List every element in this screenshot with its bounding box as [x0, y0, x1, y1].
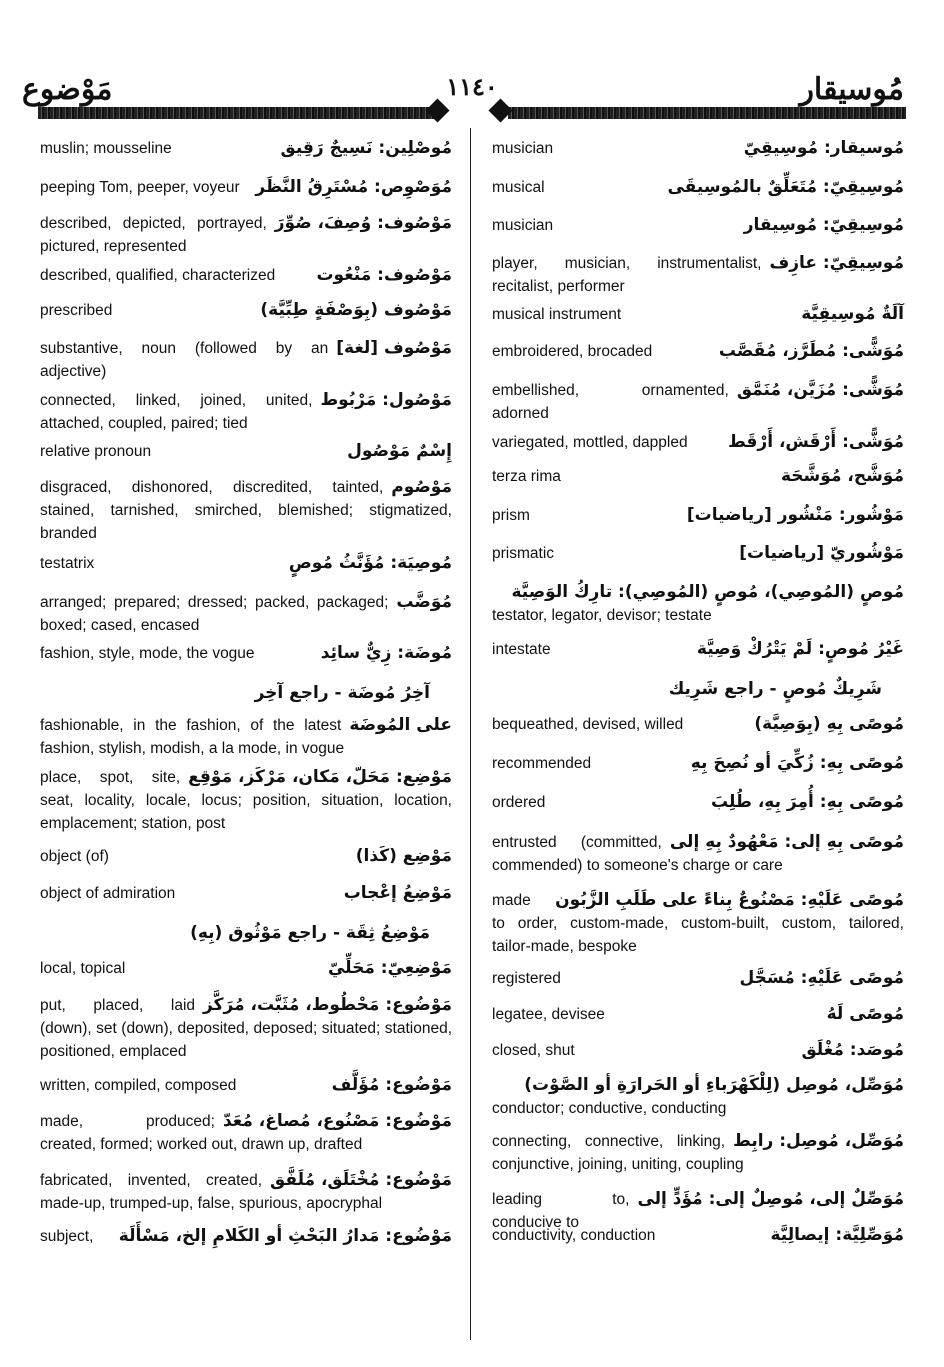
entry-english: disgraced, dishonored, discredited, tainted, stained, tarnished, smirched, blemished; stigmatized, branded [40, 479, 452, 542]
entry-arabic: مُوسِيقِيّ: مُتَعَلِّقٌ بالمُوسِيقَى [667, 177, 904, 197]
dictionary-entry [40, 882, 452, 905]
entry-english: registered [492, 970, 561, 987]
dictionary-entry [492, 889, 904, 958]
dictionary-entry [492, 1039, 904, 1062]
entry-arabic: غَيْرُ مُوصٍ: لَمْ يَتْرُكْ وَصِيَّة [696, 639, 904, 659]
entry-english: prismatic [492, 545, 555, 562]
dictionary-entry [40, 714, 452, 760]
dictionary-entry [492, 1003, 904, 1026]
entry-arabic: مُوَصِّلِيَّة: إيصالِيَّة [770, 1225, 904, 1245]
dictionary-entry [40, 299, 452, 322]
entry-english: local, topical [40, 960, 126, 977]
entry-english: object of admiration [40, 885, 176, 902]
entry-arabic: مَوْشُور: مَنْشُور [رياضيات] [686, 505, 904, 525]
dictionary-entry [492, 252, 904, 298]
entry-english: entrusted (committed, commended) to someone's charge or care [492, 834, 783, 874]
dictionary-entry [40, 337, 452, 383]
entry-arabic: مَوْصُول: مَرْبُوط [320, 390, 452, 410]
dictionary-entry [40, 1110, 452, 1156]
entry-arabic: مَوْضِعُ إعْجاب [343, 883, 452, 903]
entry-english: muslin; mousseline [40, 140, 172, 157]
entry-english: put, placed, laid (down), set (down), deposited, deposed; situated; stationed, positioned, emplaced [40, 997, 452, 1060]
entry-english: connecting, connective, linking, conjunctive, joining, uniting, coupling [492, 1133, 744, 1173]
dictionary-entry [492, 465, 904, 488]
dictionary-entry [40, 476, 452, 545]
entry-arabic: مُوصًى بِهِ: زُكِّيَ أو نُصِحَ بِهِ [690, 753, 904, 773]
entry-english: player, musician, instrumentalist, recitalist, performer [492, 255, 762, 295]
entry-english: substantive, noun (followed by an adjective) [40, 340, 329, 380]
entry-english: written, compiled, composed [40, 1077, 237, 1094]
dictionary-entry [40, 552, 452, 575]
dictionary-entry [492, 137, 904, 160]
entry-arabic: مُوصًى عَلَيْهِ: مُسَجَّل [739, 968, 904, 988]
entry-english: intestate [492, 641, 551, 658]
entry-english: musician [492, 217, 554, 234]
entry-arabic: مُوصًى بِهِ إلى: مَعْهُودٌ بِهِ إلى [669, 832, 904, 852]
entry-arabic: مُوسيقار: مُوسِيقِيّ [743, 138, 904, 158]
dictionary-entry [492, 214, 904, 237]
entry-english: prism [492, 507, 530, 524]
column-divider [470, 128, 471, 1340]
dictionary-entry [492, 713, 904, 736]
header-rule-left [38, 107, 436, 119]
entry-english: prescribed [40, 302, 113, 319]
entry-arabic: مُوصًى لَهُ [826, 1004, 904, 1024]
dictionary-entry [492, 542, 904, 565]
dictionary-entry [40, 642, 452, 665]
dictionary-entry [40, 1225, 452, 1248]
entry-arabic: مَوْصُوم [391, 477, 452, 497]
entry-arabic: مُوصْلِين: نَسِيجٌ رَقِيق [280, 138, 452, 158]
dictionary-entry [40, 845, 452, 868]
dictionary-entry [40, 680, 452, 706]
dictionary-entry [492, 791, 904, 814]
entry-arabic: مَوْضُوع: مُؤَلَّف [331, 1075, 452, 1095]
entry-arabic: مَوْضُوع: مَصْنُوع، مُصاغ، مُعَدّ [222, 1111, 452, 1131]
dictionary-entry [492, 1074, 904, 1120]
entry-arabic: شَرِيكٌ مُوصٍ - راجع شَرِيك [668, 679, 882, 699]
entry-english: bequeathed, devised, willed [492, 716, 684, 733]
entry-english: conductivity, conduction [492, 1227, 656, 1244]
entry-english: legatee, devisee [492, 1006, 605, 1023]
entry-arabic: مَوْضُوع: مُخْتَلَق، مُلَفَّق [270, 1170, 452, 1190]
entry-arabic: مُوَشًّى: مُطَرَّز، مُقَصَّب [718, 341, 904, 361]
dictionary-entry [40, 766, 452, 835]
dictionary-entry [492, 752, 904, 775]
page-number: ١١٤٠ [446, 72, 498, 101]
entry-arabic: مُوَشًّى: أَرْقَش، أَرْقَط [728, 432, 904, 452]
entry-arabic: مُوسِيقِيّ: عازِف [769, 253, 904, 273]
entry-english: place, spot, site, seat, locality, locale, locus; position, situation, location, emplacement; station, post [40, 769, 452, 832]
dictionary-entry [492, 638, 904, 661]
entry-arabic: على المُوضَة [349, 715, 452, 735]
dictionary-entry [40, 212, 452, 258]
dictionary-entry [492, 176, 904, 199]
dictionary-entry [492, 581, 904, 627]
entry-english: variegated, mottled, dappled [492, 434, 688, 451]
dictionary-entry [40, 440, 452, 463]
entry-arabic: إِسْمٌ مَوْصُول [347, 441, 452, 461]
entry-english: testator, legator, devisor; testate [492, 607, 712, 624]
entry-arabic: مُوصًى بِهِ (بِوَصِيَّة) [754, 714, 904, 734]
entry-english: arranged; prepared; dressed; packed, packaged; boxed; cased, encased [40, 594, 389, 634]
entry-english: fashion, style, mode, the vogue [40, 645, 255, 662]
dictionary-entry [40, 264, 452, 287]
dictionary-entry [40, 591, 452, 637]
entry-arabic: مُوصًى عَلَيْهِ: مَصْنُوعٌ بِناءً على طَلَبِ الزَّبُون [555, 890, 904, 910]
entry-arabic: مَوْضُوع: مَحْطُوط، مُثَبَّت، مُرَكَّز [203, 995, 452, 1015]
entry-arabic: مُوَصْوِص: مُسْتَرِقُ النَّظَر [255, 177, 452, 197]
entry-english: embellished, ornamented, adorned [492, 382, 729, 422]
header-rule-right [508, 107, 906, 119]
entry-english: testatrix [40, 555, 95, 572]
entry-english: fashionable, in the fashion, of the latest fashion, stylish, modish, a la mode, in vogue [40, 717, 345, 757]
dictionary-entry [40, 1074, 452, 1097]
entry-arabic: مُوصِيَة: مُؤَنَّثُ مُوصٍ [288, 553, 452, 573]
header-headword-right: مُوسيقار [799, 72, 904, 107]
header-headword-left: مَوْضوع [22, 72, 113, 107]
dictionary-entry [40, 137, 452, 160]
entry-arabic: مُوَشًّى: مُزَيَّن، مُنَمَّق [736, 380, 904, 400]
entry-arabic: مُوضَة: زِيٌّ سائِد [320, 643, 452, 663]
dictionary-entry [40, 1169, 452, 1215]
entry-english: musical [492, 179, 545, 196]
entry-english: musical instrument [492, 306, 622, 323]
entry-arabic: آخِرُ مُوضَة - راجع آخِر [254, 683, 430, 703]
entry-arabic: مُوَضَّب [396, 592, 452, 612]
entry-english: conductor; conductive, conducting [492, 1100, 727, 1117]
entry-english: made, produced; created, formed; worked out, drawn up, drafted [40, 1113, 363, 1153]
dictionary-entry [492, 1130, 904, 1176]
entry-arabic: مَوْضِعُ ثِقَة - راجع مَوْثُوق (بِهِ) [190, 923, 430, 943]
entry-english: described, depicted, portrayed, pictured, represented [40, 215, 267, 255]
dictionary-entry [492, 379, 904, 425]
entry-arabic: مَوْصُوف (بِوَصْفَةٍ طِبِّيَّة) [260, 300, 452, 320]
dictionary-entry [492, 340, 904, 363]
entry-arabic: مَوْصُوف: مَنْعُوت [316, 265, 452, 285]
dictionary-entry [492, 431, 904, 454]
dictionary-entry [492, 831, 904, 877]
entry-arabic: مَوْضِعِيّ: مَحَلِّيّ [327, 958, 452, 978]
entry-english: connected, linked, joined, united, attached, coupled, paired; tied [40, 392, 313, 432]
entry-arabic: مُوَصِّل، مُوصِل: رابِط [733, 1131, 904, 1151]
entry-english: object (of) [40, 848, 109, 865]
dictionary-entry [40, 176, 452, 199]
entry-english: peeping Tom, peeper, voyeur [40, 179, 240, 196]
dictionary-entry [492, 303, 904, 326]
entry-english: closed, shut [492, 1042, 575, 1059]
entry-arabic: مُوَصِّل، مُوصِل (لِلْكَهْرَباءِ أو الحَرارَةِ أو الصَّوْت) [524, 1075, 904, 1095]
dictionary-entry [492, 504, 904, 527]
entry-english: subject, [40, 1228, 94, 1245]
entry-arabic: مُوصٍ (المُوصِي)، مُوصٍ (المُوصِي): تارِكُ الوَصِيَّة [511, 582, 904, 602]
entry-arabic: مُوَصِّلٌ إلى، مُوصِلٌ إلى: مُؤَدٍّ إلى [637, 1189, 904, 1209]
entry-english: ordered [492, 794, 546, 811]
entry-arabic: مُوصًى بِهِ: أُمِرَ بِهِ، طُلِبَ [710, 792, 904, 812]
entry-arabic: مَوْصُوف: وُصِفَ، صُوِّرَ [274, 213, 452, 233]
dictionary-entry [492, 676, 904, 702]
entry-english: recommended [492, 755, 592, 772]
dictionary-entry [492, 967, 904, 990]
entry-arabic: مُوَشَّح، مُوَشَّحَة [781, 466, 904, 486]
entry-english: described, qualified, characterized [40, 267, 276, 284]
entry-arabic: مَوْصُوف [لغة] [336, 338, 452, 358]
entry-english: made to order, custom-made, custom-built, custom, tailored, tailor-made, bespoke [492, 892, 904, 955]
entry-english: relative pronoun [40, 443, 152, 460]
entry-english: embroidered, brocaded [492, 343, 653, 360]
entry-arabic: مَوْشُوريّ [رياضيات] [739, 543, 904, 563]
entry-arabic: مَوْضِع: مَحَلّ، مَكان، مَرْكَز، مَوْقِع [188, 767, 452, 787]
dictionary-entry [40, 994, 452, 1063]
dictionary-entry [40, 920, 452, 946]
dictionary-entry [492, 1224, 904, 1247]
entry-english: musician [492, 140, 554, 157]
entry-arabic: مُوصَد: مُغْلَق [801, 1040, 904, 1060]
entry-english: leading to, conducive to [492, 1191, 630, 1231]
entry-arabic: مَوْضِع (كَذا) [355, 846, 452, 866]
entry-arabic: آلَةٌ مُوسِيقِيَّة [801, 304, 904, 324]
dictionary-entry [40, 389, 452, 435]
entry-english: fabricated, invented, created, made-up, trumped-up, false, spurious, apocryphal [40, 1172, 383, 1212]
entry-arabic: مَوْضُوع: مَدارُ البَحْثِ أو الكَلامِ إلخ، مَسْأَلَة [118, 1226, 452, 1246]
entry-arabic: مُوسِيقِيّ: مُوسِيقار [743, 215, 904, 235]
dictionary-entry [40, 957, 452, 980]
entry-english: terza rima [492, 468, 561, 485]
